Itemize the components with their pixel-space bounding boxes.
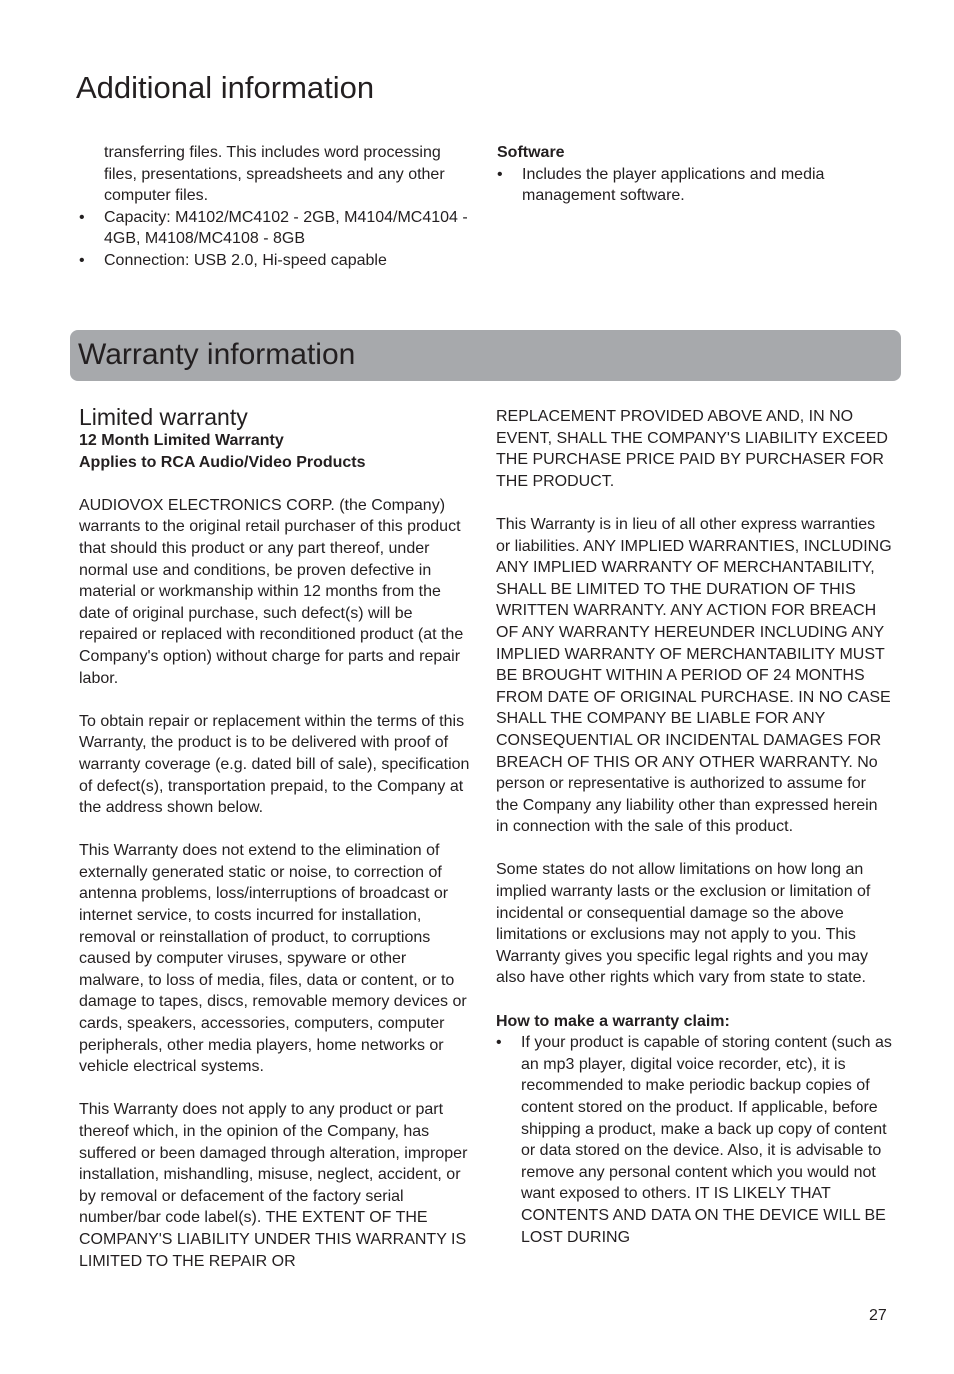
list-item	[496, 1032, 892, 1248]
paragraph: This Warranty is in lieu of all other express warranties or liabilities. ANY IMPLIED WARRANTIES, INCLUDING ANY IMPLIED WARRANTY OF MERCHANTABILITY, SHALL BE LIMITED TO THE DURATION OF THIS WRITTEN WARRANTY. ANY ACTION FOR BREACH OF ANY WARRANTY HEREUNDER INCLUDING ANY IMPLIED WARRANTY OF MERCHANTABILITY MUST BE BROUGHT WITHIN A PERIOD OF 24 MONTHS FROM DATE OF ORIGINAL PURCHASE. IN NO CASE SHALL THE COMPANY BE LIABLE FOR ANY CONSEQUENTIAL OR INCIDENTAL DAMAGES FOR BREACH OF THIS OR ANY OTHER WARRANTY. No person or representative is authorized to assume for the Company any liability other than expressed herein in connection with the sale of this product.	[496, 515, 892, 836]
spec-capacity: Capacity: M4102/MC4102 - 2GB, M4104/MC4104 - 4GB, M4108/MC4108 - 8GB	[104, 208, 468, 248]
paragraph: To obtain repair or replacement within the terms of this Warranty, the product is to be delivered with proof of warranty coverage (e.g. dated bill of sale), specification of defect(s), transportation prepaid, to the Company at the address shown below.	[79, 712, 470, 817]
specs-column	[79, 142, 471, 272]
bullet-icon: •	[79, 251, 85, 269]
software-column	[497, 142, 877, 207]
warranty-right-column	[496, 406, 892, 1248]
software-list	[497, 164, 877, 207]
specs-list	[79, 207, 471, 272]
bullet-icon: •	[79, 208, 85, 226]
section-title: Warranty information	[78, 338, 356, 371]
section-banner	[70, 330, 901, 381]
list-item	[79, 250, 471, 272]
claim-heading: How to make a warranty claim:	[496, 1012, 730, 1030]
bullet-icon: •	[496, 1034, 502, 1052]
warranty-heading-2: Applies to RCA Audio/Video Products	[79, 453, 366, 471]
paragraph: AUDIOVOX ELECTRONICS CORP. (the Company) warrants to the original retail purchaser of this product that should this product or any part thereof, under normal use and conditions, be proven defective in material or workmanship within 12 months from the date of original purchase, such defect(s) will be repaired or replaced with reconditioned product (at the Company's option) without charge for parts and repair labor.	[79, 496, 464, 687]
claim-item: If your product is capable of storing content (such as an mp3 player, digital voice recorder, etc), it is recommended to make periodic backup copies of content stored on the product. If applicable, before shipping a product, make a back up copy of content or data stored on the device. Also, it is advisable to remove any personal content which you would not want exposed to others. IT IS LIKELY THAT CONTENTS AND DATA ON THE DEVICE WILL BE LOST DURING	[521, 1034, 892, 1246]
paragraph: This Warranty does not extend to the elimination of externally generated static or noise, to correction of antenna problems, loss/interruptions of broadcast or internet service, to costs incurred for installation, removal or reinstallation of product, to corruptions caused by computer viruses, spyware or other malware, to loss of media, files, data or content, or to damage to tapes, discs, removable memory devices or cards, speakers, accessories, computers, computer peripherals, other media players, home networks or vehicle electrical systems.	[79, 842, 467, 1076]
bullet-icon: •	[497, 165, 503, 183]
limited-warranty-title: Limited warranty	[79, 404, 248, 430]
spec-connection: Connection: USB 2.0, Hi-speed capable	[104, 251, 387, 269]
software-heading: Software	[497, 144, 565, 161]
warranty-heading-1: 12 Month Limited Warranty	[79, 432, 284, 449]
page-title: Additional information	[76, 70, 375, 105]
paragraph: This Warranty does not apply to any product or part thereof which, in the opinion of the Company, has suffered or been damaged through alteration, improper installation, mishandling, misuse, neglect, accident, or by removal or defacement of the factory serial number/bar code label(s). THE EXTENT OF THE COMPANY'S LIABILITY UNDER THIS WARRANTY IS LIMITED TO THE REPAIR OR	[79, 1101, 468, 1270]
specs-continued-text: transferring files. This includes word processing files, presentations, spreadsheets and any other computer files.	[104, 144, 445, 205]
paragraph: Some states do not allow limitations on how long an implied warranty lasts or the exclusion or limitation of incidental or consequential damage so the above limitations or exclusions may not apply to you. This Warranty gives you specific legal rights and you may also have other rights which vary from state to state.	[496, 861, 871, 987]
page-number: 27	[869, 1307, 887, 1324]
warranty-left-column	[79, 404, 471, 1272]
list-item	[497, 164, 877, 207]
software-item: Includes the player applications and media management software.	[522, 165, 825, 205]
list-item	[79, 207, 471, 250]
claim-list	[496, 1032, 892, 1248]
paragraph: REPLACEMENT PROVIDED ABOVE AND, IN NO EVENT, SHALL THE COMPANY'S LIABILITY EXCEED THE PURCHASE PRICE PAID BY PURCHASER FOR THE PRODUCT.	[496, 408, 888, 490]
